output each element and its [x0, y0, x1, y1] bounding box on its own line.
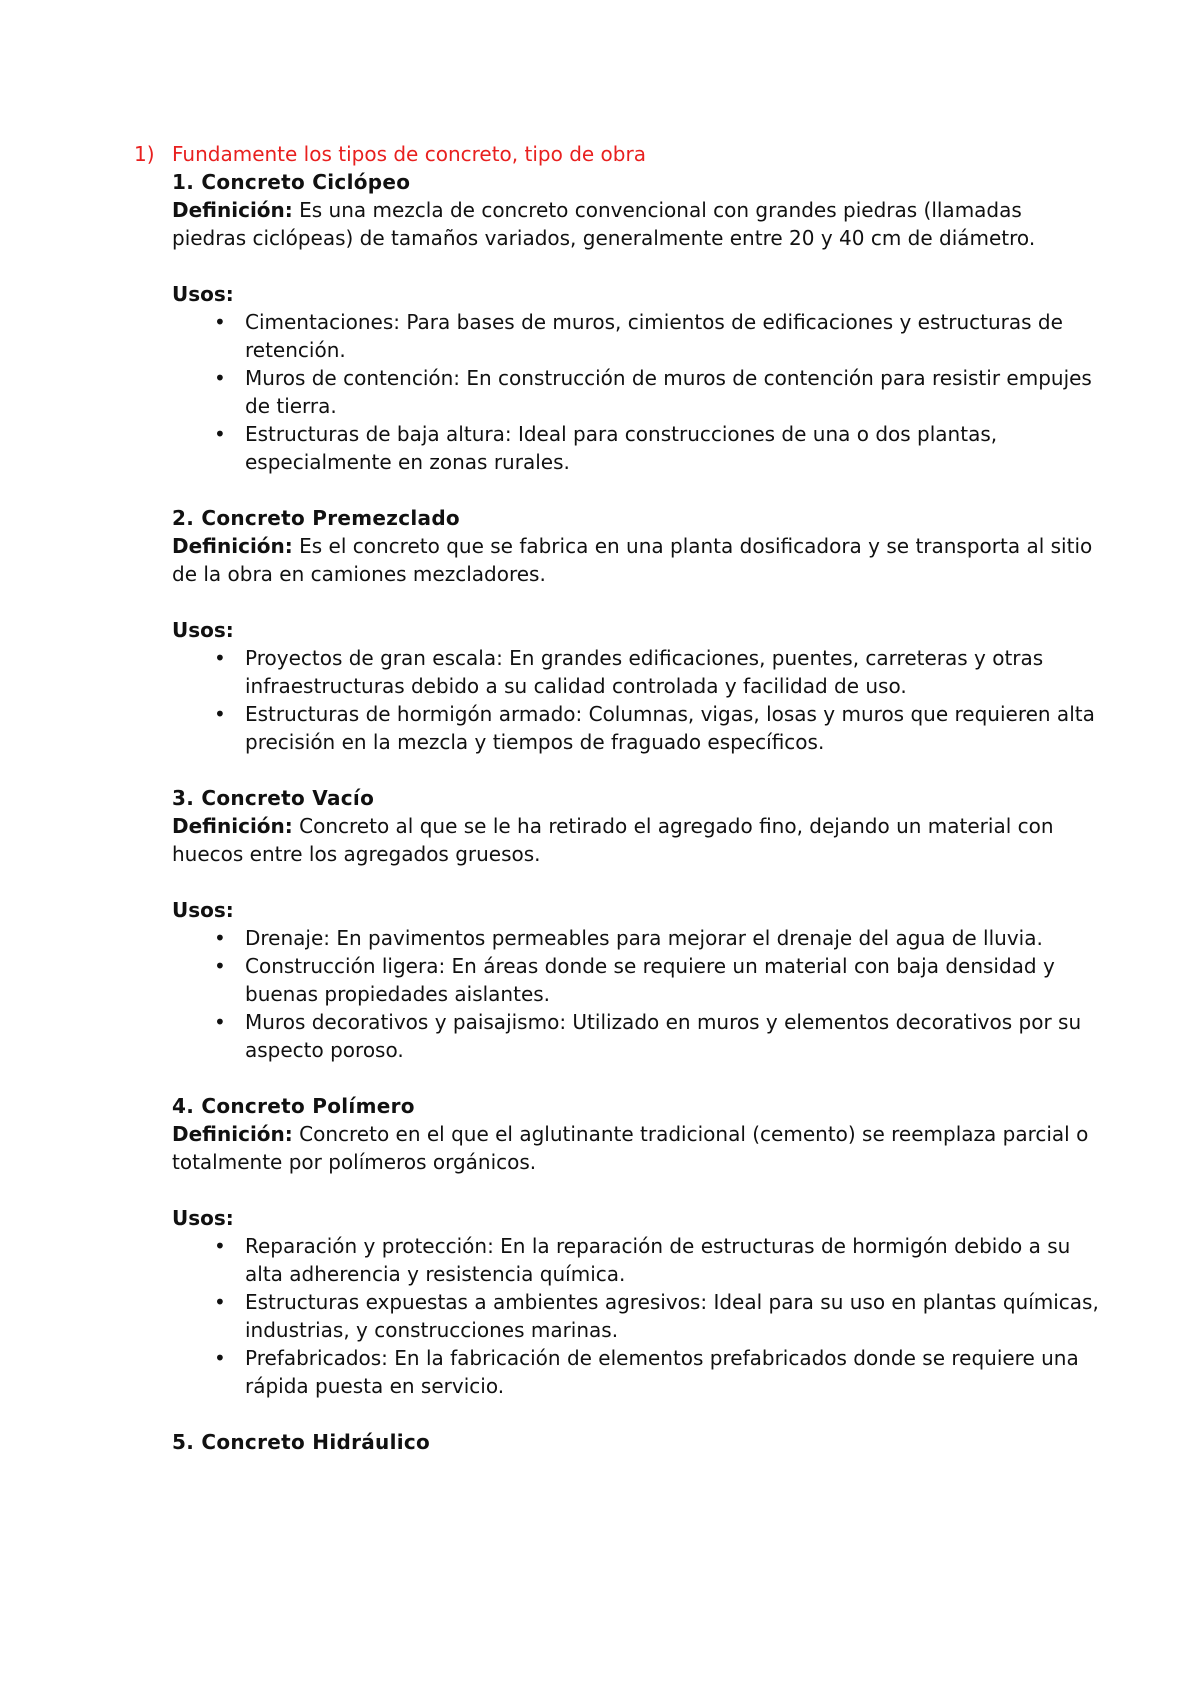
paragraph-spacer [172, 868, 1102, 896]
definition-text: Concreto al que se le ha retirado el agregado fino, dejando un material con huecos entre los agregados gruesos. [172, 814, 1054, 866]
definition-label: Definición: [172, 534, 293, 558]
bullet-icon: • [214, 702, 226, 726]
definition-text: Concreto en el que el aglutinante tradicional (cemento) se reemplaza parcial o totalmente por polímeros orgánicos. [172, 1122, 1089, 1174]
definition-label: Definición: [172, 814, 293, 838]
list-item [172, 1344, 1102, 1400]
section-definition [172, 1120, 1102, 1176]
paragraph-spacer [172, 588, 1102, 616]
section-spacer [172, 1400, 1102, 1428]
document-body [134, 140, 1102, 1456]
concrete-section [172, 168, 1102, 476]
question-text: Fundamente los tipos de concreto, tipo de obra [172, 142, 646, 166]
use-text: Estructuras de baja altura: Ideal para construcciones de una o dos plantas, especialmente en zonas rurales. [245, 422, 998, 474]
question-number: 1) [134, 142, 155, 166]
concrete-section [172, 1428, 1102, 1456]
bullet-icon: • [214, 1010, 226, 1034]
list-item [172, 308, 1102, 364]
section-title: 1. Concreto Ciclópeo [172, 170, 411, 194]
section-definition [172, 532, 1102, 588]
section-title: 3. Concreto Vacío [172, 786, 375, 810]
question-line [134, 140, 1102, 168]
bullet-icon: • [214, 954, 226, 978]
use-text: Prefabricados: En la fabricación de elementos prefabricados donde se requiere una rápida puesta en servicio. [245, 1346, 1079, 1398]
bullet-icon: • [214, 422, 226, 446]
section-definition [172, 812, 1102, 868]
concrete-section [172, 1092, 1102, 1400]
bullet-icon: • [214, 310, 226, 334]
paragraph-spacer [172, 1176, 1102, 1204]
use-text: Reparación y protección: En la reparación de estructuras de hormigón debido a su alta adherencia y resistencia química. [245, 1234, 1071, 1286]
use-text: Drenaje: En pavimentos permeables para mejorar el drenaje del agua de lluvia. [245, 926, 1043, 950]
bullet-icon: • [214, 646, 226, 670]
section-spacer [172, 756, 1102, 784]
section-spacer [172, 1064, 1102, 1092]
concrete-section [172, 504, 1102, 756]
bullet-icon: • [214, 1346, 226, 1370]
use-text: Cimentaciones: Para bases de muros, cimientos de edificaciones y estructuras de retención. [245, 310, 1063, 362]
paragraph-spacer [172, 252, 1102, 280]
section-spacer [172, 476, 1102, 504]
section-title: 5. Concreto Hidráulico [172, 1430, 431, 1454]
list-item [172, 924, 1102, 952]
uses-list [172, 308, 1102, 476]
use-text: Proyectos de gran escala: En grandes edificaciones, puentes, carreteras y otras infraestructuras debido a su calidad controlada y facilidad de uso. [245, 646, 1044, 698]
use-text: Estructuras expuestas a ambientes agresivos: Ideal para su uso en plantas químicas, industrias, y construcciones marinas. [245, 1290, 1099, 1342]
section-title: 4. Concreto Polímero [172, 1094, 415, 1118]
bullet-icon: • [214, 1290, 226, 1314]
bullet-icon: • [214, 366, 226, 390]
list-item [172, 420, 1102, 476]
list-item [172, 1008, 1102, 1064]
list-item [172, 1232, 1102, 1288]
list-item [172, 364, 1102, 420]
uses-list [172, 1232, 1102, 1400]
usos-label: Usos: [172, 618, 234, 642]
uses-list [172, 924, 1102, 1064]
list-item [172, 1288, 1102, 1344]
list-item [172, 952, 1102, 1008]
list-item [172, 700, 1102, 756]
definition-text: Es el concreto que se fabrica en una planta dosificadora y se transporta al sitio de la obra en camiones mezcladores. [172, 534, 1093, 586]
definition-label: Definición: [172, 1122, 293, 1146]
definition-text: Es una mezcla de concreto convencional con grandes piedras (llamadas piedras ciclópeas) de tamaños variados, generalmente entre 20 y 40 cm de diámetro. [172, 198, 1036, 250]
usos-label: Usos: [172, 1206, 234, 1230]
uses-list [172, 644, 1102, 756]
use-text: Estructuras de hormigón armado: Columnas, vigas, losas y muros que requieren alta precisión en la mezcla y tiempos de fraguado específicos. [245, 702, 1095, 754]
use-text: Muros decorativos y paisajismo: Utilizado en muros y elementos decorativos por su aspecto poroso. [245, 1010, 1082, 1062]
usos-label: Usos: [172, 282, 234, 306]
bullet-icon: • [214, 926, 226, 950]
list-item [172, 644, 1102, 700]
bullet-icon: • [214, 1234, 226, 1258]
definition-label: Definición: [172, 198, 293, 222]
usos-label: Usos: [172, 898, 234, 922]
section-title: 2. Concreto Premezclado [172, 506, 460, 530]
section-definition [172, 196, 1102, 252]
use-text: Muros de contención: En construcción de muros de contención para resistir empujes de tierra. [245, 366, 1092, 418]
use-text: Construcción ligera: En áreas donde se requiere un material con baja densidad y buenas propiedades aislantes. [245, 954, 1055, 1006]
concrete-section [172, 784, 1102, 1064]
